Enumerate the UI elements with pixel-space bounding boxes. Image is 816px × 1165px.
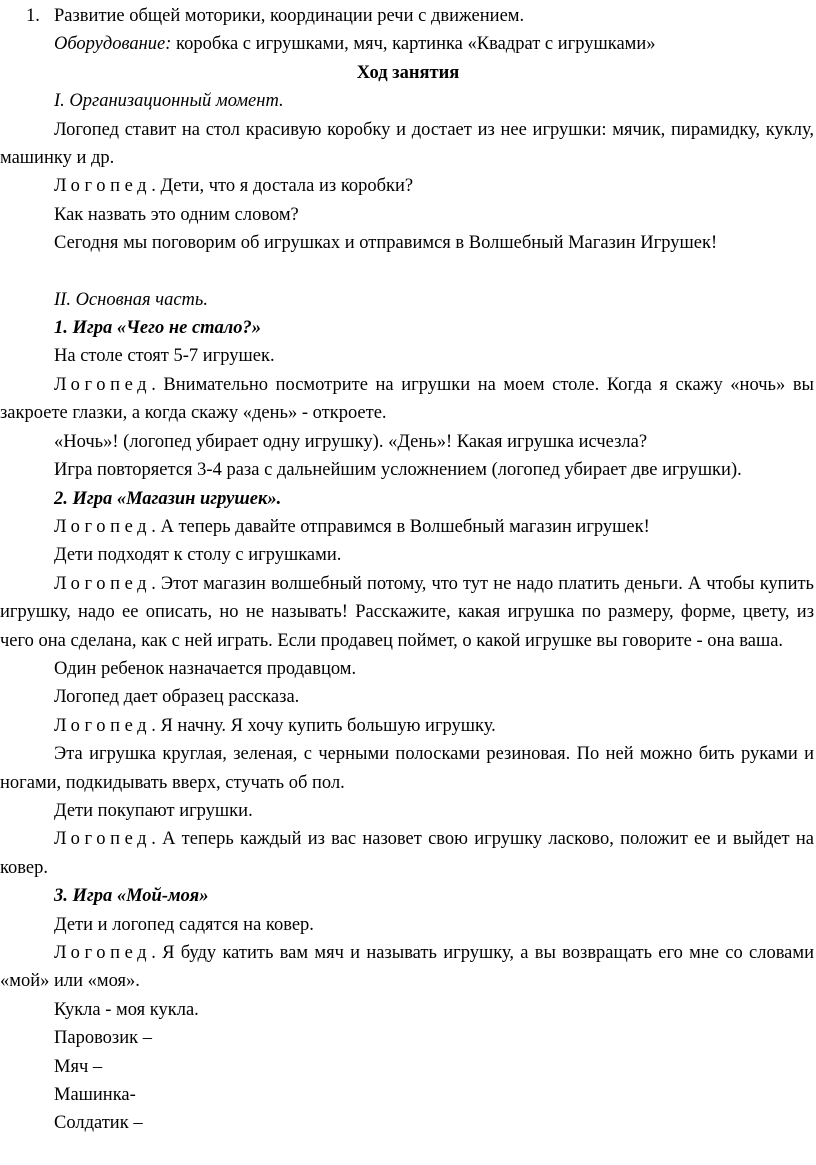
paragraph: Эта игрушка круглая, зеленая, с черными полосками резиновая. По ней можно бить руками и ногами, подкидывать вверх, стучать об пол. xyxy=(0,744,814,793)
blank-line xyxy=(0,258,816,286)
paragraph: Дети подходят к столу с игрушками. xyxy=(54,545,342,566)
paragraph: Логопед ставит на стол красивую коробку и достает из нее игрушки: мячик, пирамидку, куклу, машинку и др. xyxy=(0,119,814,169)
paragraph: Логопед. А теперь давайте отправимся в Волшебный магазин игрушек! xyxy=(54,516,650,537)
paragraph: Сегодня мы поговорим об игрушках и отправимся в Волшебный Магазин Игрушек! xyxy=(54,233,718,254)
paragraph: «Ночь»! (логопед убирает одну игрушку). «День»! Какая игрушка исчезла? xyxy=(54,431,648,452)
list-item: Кукла - моя кукла. xyxy=(54,999,199,1020)
list-item: Солдатик – xyxy=(54,1113,143,1134)
paragraph: Дети и логопед садятся на ковер. xyxy=(54,914,314,935)
lesson-heading: Ход занятия xyxy=(356,62,460,83)
paragraph: Логопед. Внимательно посмотрите на игрушки на моем столе. Когда я скажу «ночь» вы закроете глазки, а когда скажу «день» - откроете. xyxy=(0,374,814,424)
paragraph: Один ребенок назначается продавцом. xyxy=(54,658,357,679)
paragraph: Логопед. Я начну. Я хочу купить большую игрушку. xyxy=(54,715,496,736)
paragraph: На столе стоят 5-7 игрушек. xyxy=(54,346,275,367)
speaker-label: Логопед xyxy=(54,943,152,963)
speaker-label: Логопед xyxy=(54,715,152,736)
paragraph: Логопед дает образец рассказа. xyxy=(54,687,300,708)
speaker-label: Логопед xyxy=(54,829,152,850)
section-1-title: I. Организационный момент. xyxy=(54,91,284,112)
equipment-line xyxy=(0,30,816,58)
speaker-label: Логопед xyxy=(54,176,152,197)
paragraph: Логопед. Я буду катить вам мяч и называть игрушку, а вы возвращать его мне со словами «мой» или «моя». xyxy=(0,943,814,992)
speaker-label: Логопед xyxy=(54,374,152,395)
equipment-label: Оборудование: xyxy=(54,34,172,55)
game-3-title: 3. Игра «Мой-моя» xyxy=(54,886,209,907)
paragraph: Игра повторяется 3-4 раза с дальнейшим усложнением (логопед убирает две игрушки). xyxy=(54,460,742,481)
item-text: Развитие общей моторики, координации речи с движением. xyxy=(54,6,525,26)
item-number: 1. xyxy=(26,6,40,26)
numbered-item xyxy=(0,2,816,30)
paragraph: Как назвать это одним словом? xyxy=(54,204,299,225)
paragraph: Логопед. Этот магазин волшебный потому, что тут не надо платить деньги. А чтобы купить игрушку, надо ее описать, но не называть! Расскажите, какая игрушка по размеру, форме, цвету, из чего она сделана, как с ней играть. Если продавец поймет, о какой игрушке вы говорите - она ваша. xyxy=(0,573,814,651)
list-item: Паровозик – xyxy=(54,1028,153,1049)
list-item: Мяч – xyxy=(54,1056,103,1077)
paragraph: Логопед. Дети, что я достала из коробки? xyxy=(54,176,414,197)
list-item: Машинка- xyxy=(54,1085,136,1106)
equipment-text: коробка с игрушками, мяч, картинка «Квадрат с игрушками» xyxy=(171,34,656,55)
speaker-label: Логопед xyxy=(54,573,152,594)
paragraph: Логопед. А теперь каждый из вас назовет свою игрушку ласково, положит ее и выйдет на ковер. xyxy=(0,829,814,878)
game-2-title: 2. Игра «Магазин игрушек». xyxy=(54,488,282,509)
speaker-label: Логопед xyxy=(54,516,152,537)
section-2-title: II. Основная часть. xyxy=(54,289,208,310)
game-1-title: 1. Игра «Чего не стало?» xyxy=(54,318,262,339)
paragraph: Дети покупают игрушки. xyxy=(54,800,253,821)
